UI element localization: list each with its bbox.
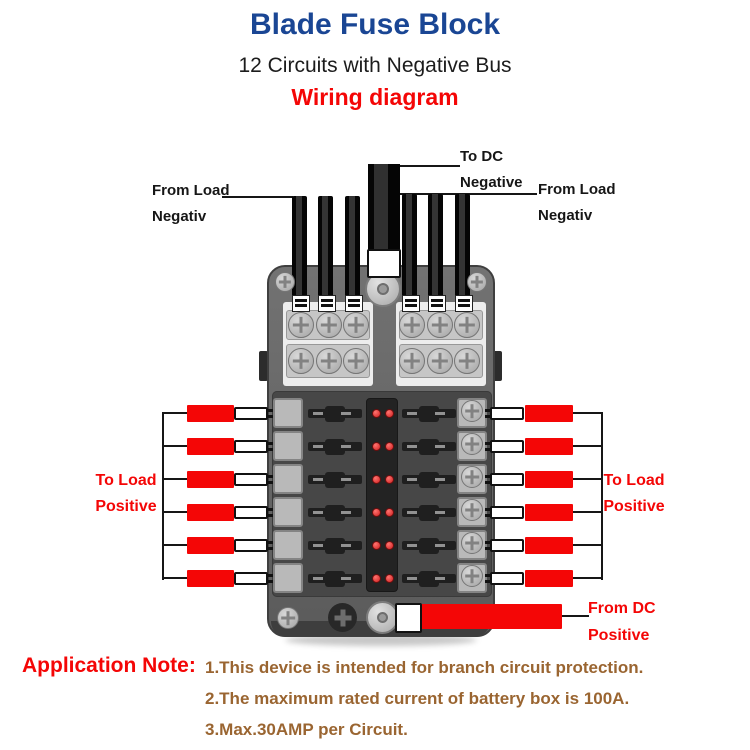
screw-icon: [343, 348, 369, 374]
negative-wire-black: [402, 194, 417, 308]
load-wire-red: [525, 438, 573, 455]
negative-wire-black: [292, 196, 307, 308]
screw-terminal: [273, 464, 303, 494]
load-wire-red: [187, 438, 234, 455]
fork-terminal: [490, 440, 524, 453]
label-to-dc-negative: [460, 144, 523, 196]
blade-fuse: [402, 574, 456, 583]
page-title: Blade Fuse Block: [249, 8, 501, 41]
fork-terminal: [234, 407, 268, 420]
label-line: From DC: [588, 600, 656, 617]
label-line: Positive: [603, 498, 665, 515]
right-branch-line: [573, 445, 601, 447]
blade-fuse: [308, 574, 362, 583]
left-branch-line: [163, 478, 188, 480]
label-line: From Load: [538, 181, 616, 198]
load-wire-red: [525, 570, 573, 587]
cover-screw-icon: [467, 272, 487, 292]
screw-icon: [399, 348, 425, 374]
wire-crimp: [455, 295, 473, 312]
blade-fuse: [402, 442, 456, 451]
led-indicator: [372, 541, 381, 550]
load-wire-red: [187, 504, 234, 521]
wire-crimp: [402, 295, 420, 312]
screw-icon: [461, 466, 483, 488]
label-from-load-right: [538, 177, 616, 229]
left-branch-line: [163, 511, 188, 513]
page-subtitle: 12 Circuits with Negative Bus: [238, 54, 512, 77]
load-wire-red: [525, 471, 573, 488]
ring-terminal: [367, 249, 401, 278]
fork-terminal: [490, 572, 524, 585]
cover-screw-icon: [275, 272, 295, 292]
callout-line-from-load-left: [222, 196, 293, 198]
negative-wire-black: [455, 194, 470, 308]
label-line: To DC: [460, 148, 504, 165]
screw-terminal: [273, 563, 303, 593]
label-from-load-left: [152, 178, 230, 230]
led-indicator: [385, 475, 394, 484]
label-line: Negative: [460, 174, 523, 191]
blade-fuse: [402, 508, 456, 517]
fork-terminal: [234, 473, 268, 486]
load-wire-red: [525, 405, 573, 422]
blade-fuse: [402, 541, 456, 550]
left-branch-line: [163, 577, 188, 579]
label-line: Positive: [95, 498, 157, 515]
label-line: From Load: [152, 182, 230, 199]
negative-wire-black: [345, 196, 360, 308]
screw-icon: [461, 400, 483, 422]
application-note-item: 2.The maximum rated current of battery box is 100A.: [205, 689, 630, 708]
negative-wire-black: [318, 196, 333, 308]
left-branch-line: [163, 412, 188, 414]
stud-nut: [377, 612, 388, 623]
led-indicator: [372, 442, 381, 451]
positive-symbol-icon: [328, 603, 357, 632]
load-wire-red: [187, 405, 234, 422]
screw-icon: [461, 565, 483, 587]
screw-terminal: [273, 398, 303, 428]
screw-icon: [343, 312, 369, 338]
fork-terminal: [490, 506, 524, 519]
led-indicator: [372, 508, 381, 517]
load-wire-red: [187, 471, 234, 488]
blade-fuse: [308, 508, 362, 517]
screw-terminal: [273, 530, 303, 560]
right-branch-line: [573, 412, 601, 414]
led-indicator: [385, 541, 394, 550]
left-branch-line: [163, 544, 188, 546]
right-branch-line: [573, 577, 601, 579]
label-to-load-right: [594, 468, 674, 520]
blade-fuse: [402, 475, 456, 484]
label-line: Negativ: [152, 208, 207, 225]
led-indicator: [372, 409, 381, 418]
blade-fuse: [402, 409, 456, 418]
led-indicator: [385, 508, 394, 517]
label-line: Positive: [588, 627, 650, 644]
load-wire-red: [525, 504, 573, 521]
left-branch-line: [163, 445, 188, 447]
label-line: To Load: [603, 472, 665, 489]
blade-fuse: [308, 475, 362, 484]
screw-icon: [316, 312, 342, 338]
dc-negative-wire: [368, 164, 400, 254]
led-indicator-strip: [366, 398, 398, 592]
screw-terminal: [273, 497, 303, 527]
screw-icon: [427, 348, 453, 374]
negative-wire-black: [428, 194, 443, 308]
blade-fuse: [308, 442, 362, 451]
screw-icon: [288, 348, 314, 374]
callout-line-from-dc: [562, 615, 589, 617]
screw-icon: [427, 312, 453, 338]
cover-screw-icon: [277, 607, 299, 629]
screw-icon: [454, 312, 480, 338]
fork-terminal: [490, 473, 524, 486]
application-note-item: 1.This device is intended for branch circuit protection.: [205, 658, 644, 677]
led-indicator: [372, 475, 381, 484]
dc-positive-wire: [420, 604, 562, 629]
screw-terminal: [273, 431, 303, 461]
screw-icon: [399, 312, 425, 338]
fork-terminal: [234, 572, 268, 585]
blade-fuse: [308, 409, 362, 418]
label-to-load-left: [86, 468, 166, 520]
load-wire-red: [525, 537, 573, 554]
blade-fuse: [308, 541, 362, 550]
screw-icon: [454, 348, 480, 374]
wire-crimp: [345, 295, 363, 312]
ring-terminal: [395, 603, 422, 633]
application-note-heading: Application Note:: [22, 654, 196, 677]
application-note-item: 3.Max.30AMP per Circuit.: [205, 720, 408, 739]
wire-crimp: [428, 295, 446, 312]
screw-icon: [288, 312, 314, 338]
application-note-list: [205, 652, 643, 745]
fork-terminal: [490, 407, 524, 420]
stud-nut: [377, 283, 389, 295]
fork-terminal: [234, 440, 268, 453]
load-wire-red: [187, 537, 234, 554]
fork-terminal: [234, 506, 268, 519]
screw-icon: [461, 532, 483, 554]
diagram-heading: Wiring diagram: [291, 84, 459, 110]
label-line: To Load: [95, 472, 157, 489]
screw-icon: [461, 499, 483, 521]
wire-crimp: [318, 295, 336, 312]
led-indicator: [385, 409, 394, 418]
led-indicator: [385, 442, 394, 451]
load-wire-red: [187, 570, 234, 587]
fork-terminal: [490, 539, 524, 552]
screw-icon: [316, 348, 342, 374]
callout-line-to-dc: [394, 165, 460, 167]
label-line: Negativ: [538, 207, 593, 224]
led-indicator: [385, 574, 394, 583]
fork-terminal: [234, 539, 268, 552]
led-indicator: [372, 574, 381, 583]
label-from-dc-positive: [588, 595, 656, 649]
wire-crimp: [292, 295, 310, 312]
screw-icon: [461, 433, 483, 455]
right-branch-line: [573, 544, 601, 546]
